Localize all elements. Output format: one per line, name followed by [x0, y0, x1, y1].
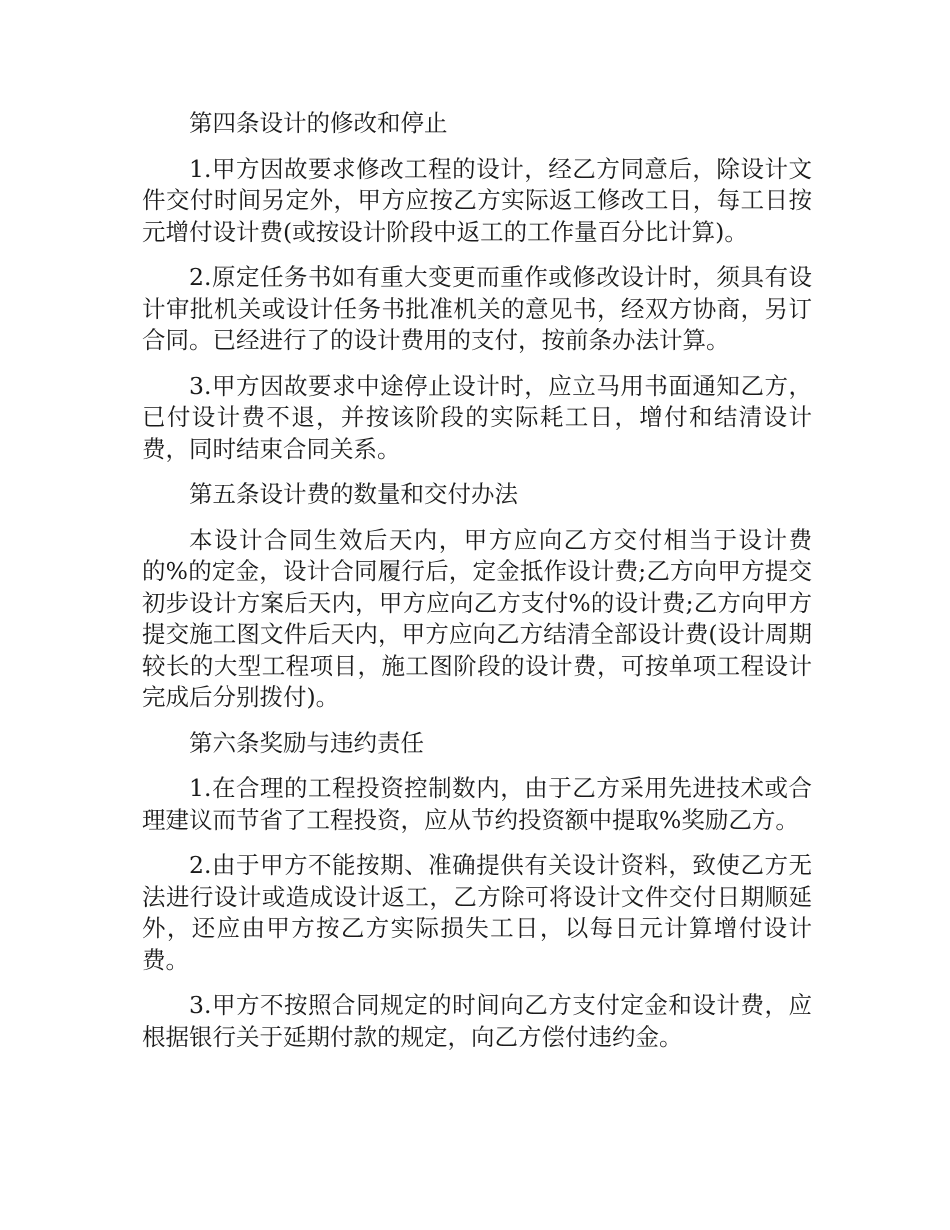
paragraph-4-3: 3.甲方因故要求中途停止设计时，应立马用书面通知乙方，已付设计费不退，并按该阶段的实际耗工日，增付和结清设计费，同时结束合同关系。: [142, 371, 812, 463]
document-body: [142, 108, 812, 1067]
paragraph-6-3: 3.甲方不按照合同规定的时间向乙方支付定金和设计费，应根据银行关于延期付款的规定，向乙方偿付违约金。: [142, 991, 812, 1051]
section-heading-6: 第六条奖励与违约责任: [189, 728, 424, 757]
section-heading-4: 第四条设计的修改和停止: [189, 109, 448, 137]
paragraph-4-2: 2.原定任务书如有重大变更而重作或修改设计时，须具有设计审批机关或设计任务书批准机关的意见书，经双方协商，另订合同。已经进行了的设计费用的支付，按前条办法计算。: [142, 263, 812, 354]
paragraph-5-1: 本设计合同生效后天内，甲方应向乙方交付相当于设计费的%的定金，设计合同履行后，定金抵作设计费;乙方向甲方提交初步设计方案后天内，甲方应向乙方支付%的设计费;乙方向甲方提交施工图文件后天内，甲方应向乙方结清全部设计费(设计周期较长的大型工程项目，施工图阶段的设计费，可按单项工程设计完成后分别拨付)。: [142, 525, 812, 711]
section-heading-5: 第五条设计费的数量和交付办法: [189, 480, 518, 508]
paragraph-6-1: 1.在合理的工程投资控制数内，由于乙方采用先进技术或合理建议而节省了工程投资，应从节约投资额中提取%奖励乙方。: [142, 774, 812, 834]
paragraph-4-1: 1.甲方因故要求修改工程的设计，经乙方同意后，除设计文件交付时间另定外，甲方应按乙方实际返工修改工日，每工日按元增付设计费(或按设计阶段中返工的工作量百分比计算)。: [142, 154, 812, 246]
paragraph-6-2: 2.由于甲方不能按期、准确提供有关设计资料，致使乙方无法进行设计或造成设计返工，乙方除可将设计文件交付日期顺延外，还应由甲方按乙方实际损失工日，以每日元计算增付设计费。: [142, 851, 812, 974]
